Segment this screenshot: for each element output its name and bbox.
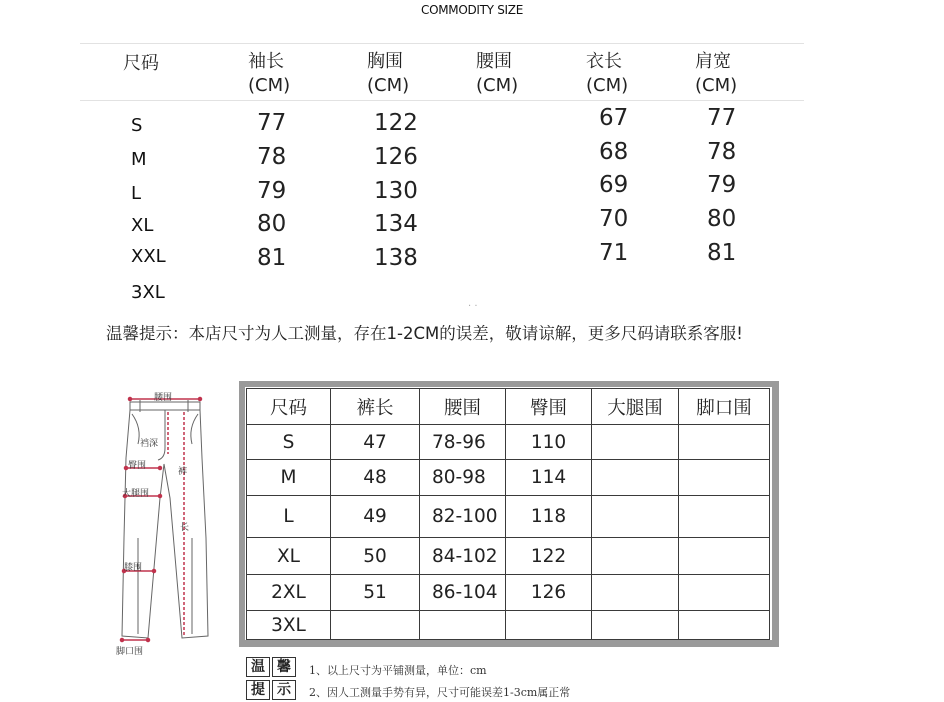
label-hem: 脚口围 [116, 647, 144, 657]
length-cell: 70 [599, 206, 629, 232]
shoulder-cell: 80 [707, 206, 737, 232]
header-length-label: 衣长 [586, 51, 622, 72]
sleeve-cell: 79 [257, 178, 287, 204]
hip-cell: 122 [506, 538, 592, 575]
hip-cell: 110 [506, 425, 592, 460]
length-cell: 71 [599, 240, 629, 266]
size-cell: XL [131, 215, 154, 236]
table-header-length: 裤长 [331, 389, 420, 425]
note-line-1: 1、以上尺寸为平铺测量，单位：cm [309, 664, 487, 677]
size-cell: M [247, 460, 331, 496]
size-cell: S [247, 425, 331, 460]
label-waist: 腰围 [154, 393, 173, 403]
header-chest-label: 胸围 [367, 51, 403, 72]
label-rise: 裆深 [140, 439, 159, 449]
chest-cell: 130 [374, 178, 418, 204]
thigh-cell [592, 575, 679, 611]
label-hip: 臀围 [128, 461, 147, 471]
label-length-top: 裤 [178, 467, 188, 477]
length-cell: 48 [331, 460, 420, 496]
header-shoulder [695, 50, 737, 98]
size-cell: S [131, 115, 143, 136]
note-char: 温 [246, 657, 270, 677]
header-sleeve [248, 50, 290, 98]
length-cell: 68 [599, 139, 629, 165]
length-cell: 50 [331, 538, 420, 575]
size-cell: 3XL [131, 282, 165, 303]
table-header-hip: 臀围 [506, 389, 592, 425]
table-header-thigh: 大腿围 [592, 389, 679, 425]
measurement-notice: 温馨提示：本店尺寸为人工测量，存在1-2CM的误差，敬请谅解，更多尺码请联系客服! [106, 324, 743, 343]
shoulder-cell: 78 [707, 139, 737, 165]
thigh-cell [592, 611, 679, 640]
note-char: 示 [272, 680, 296, 700]
pants-size-table [246, 388, 770, 640]
hip-cell: 126 [506, 575, 592, 611]
sleeve-cell: 81 [257, 245, 287, 271]
label-thigh: 大腿围 [122, 489, 150, 499]
hem-cell [679, 460, 770, 496]
length-cell: 51 [331, 575, 420, 611]
table-row [247, 538, 770, 575]
note-line-2: 2、因人工测量手势有异，尺寸可能误差1-3cm属正常 [309, 686, 571, 699]
label-length-bottom: 长 [180, 523, 190, 533]
header-bottom-divider [80, 100, 804, 101]
hem-cell [679, 575, 770, 611]
header-chest [367, 50, 409, 98]
waist-cell: 78-96 [420, 425, 506, 460]
length-cell: 47 [331, 425, 420, 460]
waist-cell: 86-104 [420, 575, 506, 611]
hip-cell [506, 611, 592, 640]
chest-cell: 138 [374, 245, 418, 271]
size-cell: XXL [131, 246, 166, 267]
header-sleeve-unit: (CM) [248, 75, 291, 96]
thigh-cell [592, 496, 679, 538]
hip-cell: 114 [506, 460, 592, 496]
length-cell: 67 [599, 105, 629, 131]
header-shoulder-label: 肩宽 [695, 51, 731, 72]
length-cell [331, 611, 420, 640]
table-row [247, 496, 770, 538]
chart-title: COMMODITY SIZE [421, 3, 523, 17]
hip-cell: 118 [506, 496, 592, 538]
shoulder-cell: 79 [707, 172, 737, 198]
table-row [247, 611, 770, 640]
decorative-dots: · · [468, 301, 478, 312]
table-row [247, 460, 770, 496]
table-row [247, 575, 770, 611]
header-shoulder-unit: (CM) [695, 75, 738, 96]
pants-diagram [108, 388, 228, 658]
hem-cell [679, 425, 770, 460]
sleeve-cell: 78 [257, 144, 287, 170]
table-header-row [247, 389, 770, 425]
thigh-cell [592, 425, 679, 460]
header-size: 尺码 [123, 53, 159, 74]
header-waist [476, 50, 518, 98]
waist-cell: 82-100 [420, 496, 506, 538]
header-length-unit: (CM) [586, 75, 629, 96]
waist-cell [420, 611, 506, 640]
size-cell: XL [247, 538, 331, 575]
chest-cell: 126 [374, 144, 418, 170]
hem-cell [679, 538, 770, 575]
table-header-hem: 脚口围 [679, 389, 770, 425]
sleeve-cell: 80 [257, 211, 287, 237]
length-cell: 49 [331, 496, 420, 538]
chest-cell: 122 [374, 110, 418, 136]
label-knee: 膝围 [124, 563, 143, 573]
pants-outline-icon [108, 388, 228, 658]
table-header-size: 尺码 [247, 389, 331, 425]
chest-cell: 134 [374, 211, 418, 237]
table-row [247, 425, 770, 460]
waist-cell: 84-102 [420, 538, 506, 575]
thigh-cell [592, 538, 679, 575]
header-waist-unit: (CM) [476, 75, 519, 96]
shoulder-cell: 77 [707, 105, 737, 131]
hem-cell [679, 611, 770, 640]
thigh-cell [592, 460, 679, 496]
sleeve-cell: 77 [257, 110, 287, 136]
length-cell: 69 [599, 172, 629, 198]
size-cell: L [247, 496, 331, 538]
note-char: 馨 [272, 657, 296, 677]
header-chest-unit: (CM) [367, 75, 410, 96]
size-cell: 2XL [247, 575, 331, 611]
table-header-waist: 腰围 [420, 389, 506, 425]
hem-cell [679, 496, 770, 538]
header-waist-label: 腰围 [476, 51, 512, 72]
size-cell: L [131, 183, 142, 204]
header-sleeve-label: 袖长 [248, 51, 284, 72]
header-length [586, 50, 628, 98]
shoulder-cell: 81 [707, 240, 737, 266]
header-top-divider [80, 43, 804, 44]
size-cell: 3XL [247, 611, 331, 640]
note-char: 提 [246, 680, 270, 700]
size-cell: M [131, 149, 147, 170]
waist-cell: 80-98 [420, 460, 506, 496]
